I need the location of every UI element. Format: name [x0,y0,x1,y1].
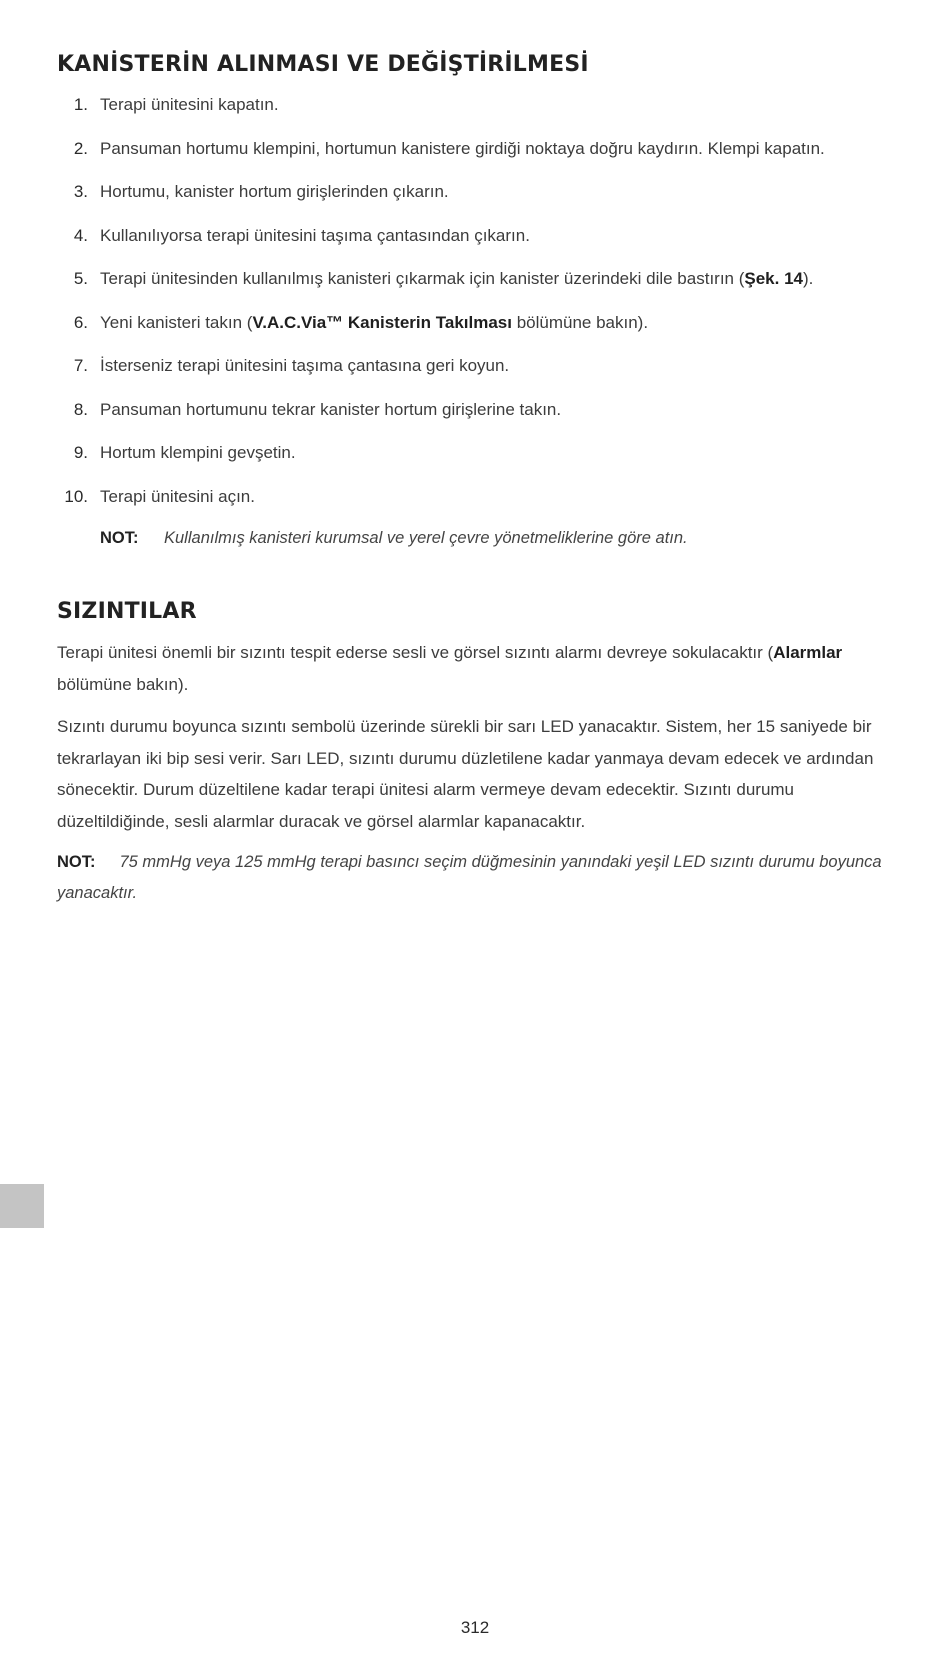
step-number: 6. [73,312,88,332]
step-text: Hortum klempini gevşetin. [100,443,296,462]
figure-reference: Şek. 14 [744,269,803,288]
step-number: 8. [73,399,88,419]
leaks-paragraph-2: Sızıntı durumu boyunca sızıntı sembolü üzerinde sürekli bir sarı LED yanacaktır. Sistem, her 15 saniyede bir tekrarlayan iki bip sesi verir. Sarı LED, sızıntı durumu düzletilene kadar yanmaya devam edecek ve ardından sönecektir. Durum düzeltilene kadar terapi ünitesi alarm vermeye devam edecektir. Sızıntı durumu düzeltildiğinde, sesli alarmlar duracak ve görsel alarmlar kapanacaktır. [57,717,874,831]
leaks-paragraph-1 [57,637,887,700]
list-item [57,399,887,421]
list-item [57,138,887,160]
list-item [57,181,887,203]
step-number: 9. [73,443,88,462]
step-text [100,268,813,290]
list-item [57,268,887,290]
list-item [57,442,887,464]
paragraph-text-part: Terapi ünitesi önemli bir sızıntı tespit ederse sesli ve görsel sızıntı alarmı devreye sokulacaktır ( [57,643,774,662]
step-number: 3. [73,182,88,201]
note-text: 75 mmHg veya 125 mmHg terapi basıncı seçim düğmesinin yanındaki yeşil LED sızıntı durumu boyunca yanacaktır. [57,853,882,902]
chapter-side-tab [0,1184,44,1228]
note-label: NOT: [100,529,139,547]
step-number: 7. [73,356,88,375]
section-title-canister: KANİSTERİN ALINMASI VE DEĞİŞTİRİLMESİ [57,52,589,77]
list-item [57,312,887,334]
canister-note [100,527,887,549]
step-text: Terapi ünitesini kapatın. [100,95,279,114]
step-text: İsterseniz terapi ünitesini taşıma çantasına geri koyun. [100,356,510,375]
document-page [57,48,887,909]
alarms-reference: Alarmlar [773,643,843,662]
note-text: Kullanılmış kanisteri kurumsal ve yerel çevre yönetmeliklerine göre atın. [164,529,688,547]
page-number: 312 [460,1618,490,1637]
leaks-note [57,847,887,909]
step-text-part: bölümüne bakın). [511,312,649,332]
step-number: 5. [73,269,88,288]
step-text-part: Yeni kanisteri takın ( [100,312,253,332]
step-number: 1. [73,95,88,114]
paragraph-text-part: bölümüne bakın). [57,674,189,694]
step-text: Pansuman hortumunu tekrar kanister hortum girişlerine takın. [100,399,562,419]
step-text: Pansuman hortumu klempini, hortumun kanistere girdiği noktaya doğru kaydırın. Klempi kapatın. [100,138,825,158]
step-text: Terapi ünitesini açın. [100,486,255,506]
section-title-leaks: SIZINTILAR [57,599,197,624]
step-text-part: ). [803,269,814,288]
section-reference: V.A.C.Via™ Kanisterin Takılması [252,312,512,332]
step-text: Hortumu, kanister hortum girişlerinden çıkarın. [100,182,449,201]
step-number: 4. [73,225,88,245]
canister-steps-list [57,94,887,508]
note-label: NOT: [57,853,96,871]
list-item [57,486,887,508]
step-number: 10. [64,486,88,506]
list-item [57,94,887,116]
step-number: 2. [73,138,88,158]
step-text: Kullanılıyorsa terapi ünitesini taşıma çantasından çıkarın. [100,225,530,245]
step-text-part: Terapi ünitesinden kullanılmış kanisteri çıkarmak için kanister üzerindeki dile bastırın ( [100,269,745,288]
step-text [100,312,648,334]
list-item [57,225,887,247]
list-item [57,355,887,377]
